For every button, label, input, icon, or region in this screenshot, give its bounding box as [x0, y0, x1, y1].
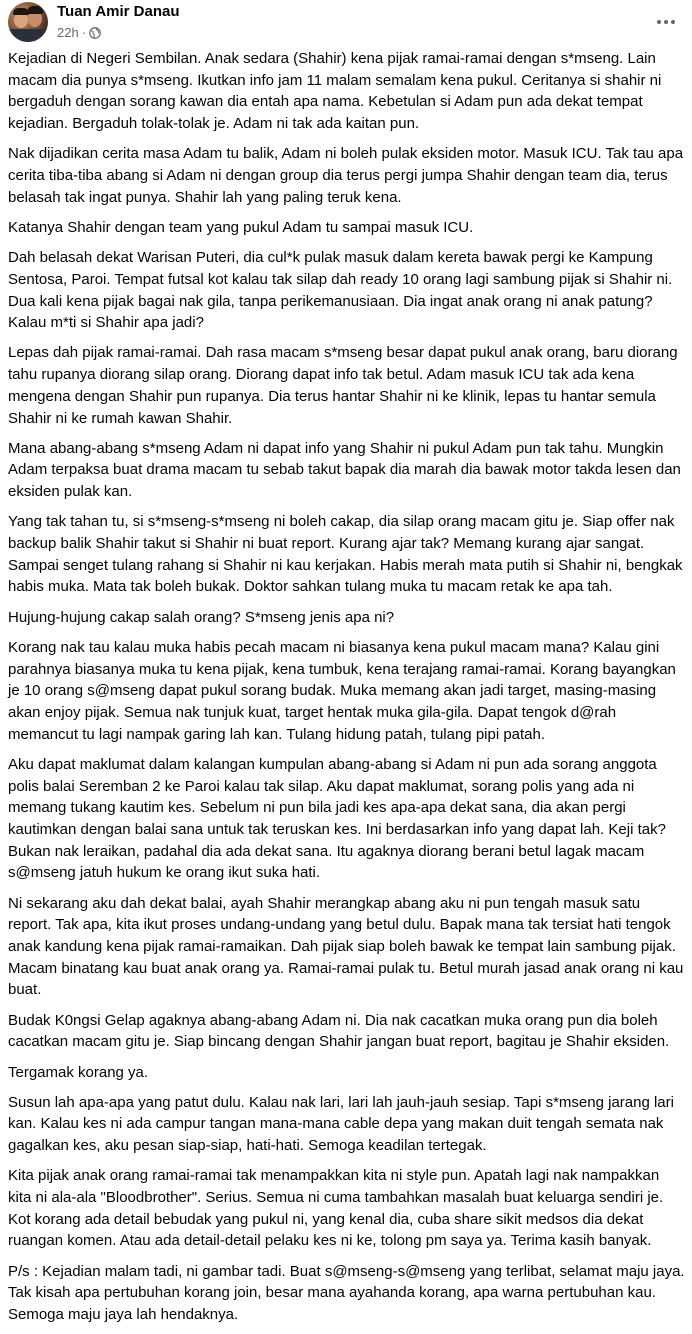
post-header [0, 0, 692, 48]
post-timestamp[interactable]: 22h [57, 25, 79, 40]
post-paragraph: Kejadian di Negeri Sembilan. Anak sedara (Shahir) kena pijak ramai-ramai dengan s*mseng. Lain macam dia punya s*mseng. Ikutkan info jam 11 malam semalam kena pukul. Ceritanya si shahir ni bergaduh dengan sorang kawan dia entah apa nama. Kebetulan si Adam pun ada dekat tempat kejadian. Bergaduh tolak-tolak je. Adam ni tak ada kaitan pun. [8, 50, 662, 133]
post-paragraph: Susun lah apa-apa yang patut dulu. Kalau nak lari, lari lah jauh-jauh sesiap. Tapi s*mseng jarang lari kan. Kalau kes ni ada campur tangan mana-mana cable depa yang makan duit tengah semata nak gagalkan kes, aku pesan siap-siap, hati-hati. Semoga keadilan tertegak. [8, 1093, 674, 1155]
post-paragraph: Tergamak korang ya. [8, 1063, 149, 1081]
meta-separator: · [81, 25, 87, 40]
post-meta [57, 25, 101, 40]
post-body [8, 48, 686, 1334]
post-paragraph: Ni sekarang aku dah dekat balai, ayah Shahir merangkap abang aku ni pun tengah masuk satu report. Tak apa, kita ikut proses undang-undang yang betul dulu. Bapak mana tak tersiat hati tengok anak kandung kena pijak ramai-ramaikan. Dah pijak siap boleh bawak ke tempat lain sambung pijak. Macam binatang kau buat anak orang ya. Ramai-ramai pulak tu. Betul murah jasad anak orang ni kau buat. [8, 894, 684, 999]
post-paragraph: Korang nak tau kalau muka habis pecah macam ni biasanya kena pukul macam mana? Kalau gini parahnya biasanya muka tu kena pijak, kena tumbuk, kena terajang ramai-ramai. Korang bayangkan je 10 orang s@mseng dapat pukul sorang budak. Muka memang akan jadi target, masing-masing akan enjoy pijak. Semua nak tunjuk kuat, target hentak muka gila-gila. Dapat tengok d@rah memancut tu lagi nampak garing lah kan. Tulang hidung patah, tulang pipi patah. [8, 638, 676, 743]
post-paragraph: Yang tak tahan tu, si s*mseng-s*mseng ni boleh cakap, dia silap orang macam gitu je. Siap offer nak backup balik Shahir takut si Shahir ni buat report. Kurang ajar tak? Memang kurang ajar sangat. Sampai senget tulang rahang si Shahir ni kau kerjakan. Habis merah mata putih si Shahir ni, bengkak habis muka. Mata tak boleh bukak. Doktor sahkan tulang muka tu macam retak ke apa tah. [8, 513, 683, 596]
more-options-icon [657, 20, 675, 24]
post-paragraph: Mana abang-abang s*mseng Adam ni dapat info yang Shahir ni pukul Adam pun tak tahu. Mungkin Adam terpaksa buat drama macam tu sebab takut bapak dia marah dia bawak motor takda lesen dan eksiden pulak kan. [8, 439, 681, 501]
post-paragraph: Lepas dah pijak ramai-ramai. Dah rasa macam s*mseng besar dapat pukul anak orang, baru diorang tahu rupanya diorang silap orang. Diorang dapat info tak betul. Adam masuk ICU tak ada kena mengena dengan Shahir pun rupanya. Dia terus hantar Shahir ni ke klinik, lepas tu hantar semula Shahir ni ke rumah kawan Shahir. [8, 344, 678, 427]
author-avatar[interactable] [8, 2, 48, 42]
post-paragraph: Nak dijadikan cerita masa Adam tu balik, Adam ni boleh pulak eksiden motor. Masuk ICU. Tak tau apa cerita tiba-tiba abang si Adam ni dengan group dia terus pergi jumpa Shahir dengan team dia, terus belasah tak ingat punya. Shahir lah yang paling teruk kena. [8, 145, 684, 206]
post-paragraph: Aku dapat maklumat dalam kalangan kumpulan abang-abang si Adam ni pun ada sorang anggota polis balai Seremban 2 ke Paroi kalau tak silap. Aku dapat maklumat, sorang polis yang ada ni memang tukang kautim kes. Sebelum ni pun bila jadi kes apa-apa dekat sana, dia akan pergi kautimkan dengan balai sana untuk tak teruskan kes. Ini berdasarkan info yang dapat lah. Keji tak? Bukan nak leraikan, padahal dia ada dekat sana. Itu agaknya diorang berani betul lagak macam s@mseng jatuh hukum ke orang ikut suka hati. [8, 755, 666, 882]
post-paragraph: Dah belasah dekat Warisan Puteri, dia cul*k pulak masuk dalam kereta bawak pergi ke Kampung Sentosa, Paroi. Tempat futsal kot kalau tak silap dah ready 10 orang lagi sambung pijak si Shahir ni. Dua kali kena pijak bagai nak gila, tanpa perikemanusiaan. Dia ingat anak orang ni anak patung? Kalau m*ti si Shahir apa jadi? [8, 249, 673, 332]
post-paragraph: Katanya Shahir dengan team yang pukul Adam tu sampai masuk ICU. [8, 218, 474, 236]
post-paragraph: Hujung-hujung cakap salah orang? S*mseng jenis apa ni? [8, 608, 395, 626]
more-options-button[interactable] [652, 8, 680, 36]
post-paragraph: Budak K0ngsi Gelap agaknya abang-abang Adam ni. Dia nak cacatkan muka orang pun dia boleh cacatkan macam gitu je. Siap bincang dengan Shahir jangan buat report, bagitau je Shahir eksiden. [8, 1011, 670, 1051]
globe-icon[interactable] [89, 27, 101, 39]
post-paragraph: Kita pijak anak orang ramai-ramai tak menampakkan kita ni style pun. Apatah lagi nak nampakkan kita ni ala-ala "Bloodbrother". Serius. Semua ni cuma tambahkan masalah buat keluarga sendiri je. Kot korang ada detail bebudak yang pukul ni, yang kenal dia, cuba share sikit medsos dia dekat ruangan komen. Atau ada detail-detail pelaku kes ni ke, tolong pm saya ya. Terima kasih banyak. [8, 1167, 664, 1250]
post-paragraph: P/s : Kejadian malam tadi, ni gambar tadi. Buat s@mseng-s@mseng yang terlibat, selamat maju jaya. Tak kisah apa pertubuhan korang join, besar mana ayahanda korang, apa warna pertubuhan kau. Semoga maju jaya lah hendaknya. [8, 1262, 685, 1324]
author-name[interactable]: Tuan Amir Danau [57, 3, 180, 20]
